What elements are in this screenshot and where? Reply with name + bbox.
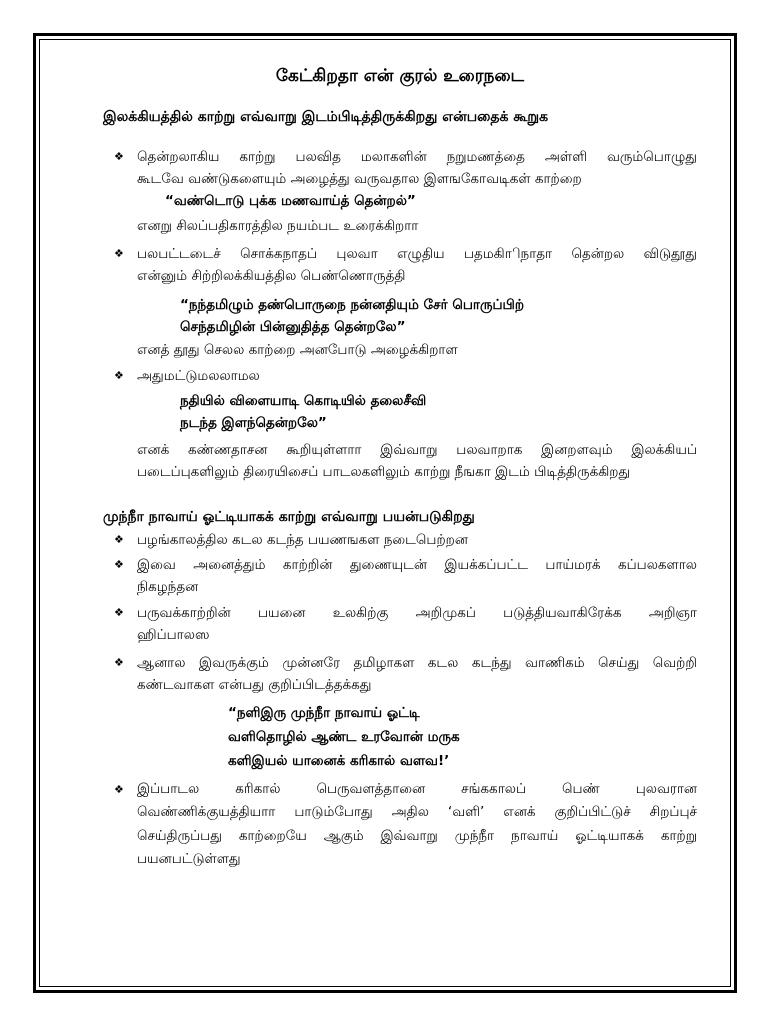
text-line: கூடவே வண்டுகளையும் அழைத்து வருவதால இளஙகோவடிகள் காற்றை bbox=[137, 171, 582, 187]
diamond-bullet-icon bbox=[114, 243, 124, 265]
text-line: பலபட்டடைச் சொக்கநாதப் புலவா எழுதிய பதமகிாிநாதா தென்றல விடுதூது bbox=[137, 246, 697, 262]
section-wind-as-navigator bbox=[103, 505, 697, 871]
text-line: வெண்ணிக்குயத்தியாா பாடும்போது அதில ‘வளி’ எனக் குறிப்பிட்டுச் சிறப்புச் bbox=[137, 804, 697, 821]
text-line: என்னும் சிற்றிலக்கியத்தில பெண்ணொருத்தி bbox=[137, 268, 406, 284]
diamond-bullet-icon bbox=[114, 652, 124, 674]
text-line: பயனபட்டுள்ளது bbox=[137, 850, 241, 867]
verse-line: நடந்த இளந்தென்றலே” bbox=[180, 415, 327, 431]
text-line: இவை அனைத்தும் காற்றின் துணையுடன் இயக்கப்பட்ட பாய்மரக் கப்பலகளால bbox=[137, 557, 697, 573]
verse-line: செந்தமிழின் பின்னுதித்த தென்றலே” bbox=[180, 319, 406, 335]
bullet-item bbox=[103, 365, 697, 483]
text-line: செய்திருப்பது காற்றையே ஆகும் இவ்வாறு முந்நீா நாவாய் ஓட்டியாகக் காற்று bbox=[137, 827, 697, 844]
text-line: பழங்காலத்தில கடல கடந்த பயணஙகள நடைபெற்றன bbox=[137, 532, 468, 548]
diamond-bullet-icon bbox=[114, 778, 124, 801]
verse-line: “நந்தமிழும் தண்பொருநை நன்னதியும் சேர் பொருப்பிற் bbox=[180, 297, 525, 313]
text-line: அதுமட்டுமலலாமல bbox=[137, 368, 260, 384]
verse-line: களிஇயல் யானைக் கரிகால் வளவ!’ bbox=[228, 753, 450, 769]
bullet-item bbox=[103, 602, 697, 646]
quoted-verse bbox=[228, 701, 697, 773]
text-line: இப்பாடல கரிகால் பெருவளத்தானை சங்ககாலப் பெண் புலவரான bbox=[137, 781, 697, 797]
bullet-item bbox=[103, 652, 697, 773]
text-line: எனக் கண்ணதாசன கூறியுள்ளாா இவ்வாறு பலவாறாக இனறளவும் இலக்கியப் bbox=[137, 442, 697, 458]
document-title: கேட்கிறதா என் குரல் உரைநடை bbox=[275, 66, 525, 86]
section-wind-in-literature bbox=[103, 105, 697, 483]
verse-line: “நளிஇரு முந்நீா நாவாய் ஓட்டி bbox=[228, 705, 420, 721]
quoted-verse bbox=[165, 190, 697, 212]
bullet-item bbox=[103, 554, 697, 598]
bullet-item bbox=[103, 146, 697, 237]
quoted-verse bbox=[180, 294, 697, 338]
diamond-bullet-icon bbox=[114, 554, 124, 576]
bullet-item bbox=[103, 243, 697, 361]
diamond-bullet-icon bbox=[114, 602, 124, 624]
text-line: தென்றலாகிய காற்று பலவித மலாகளின் நறுமணத்தை அள்ளி வரும்பொழுது bbox=[137, 149, 697, 165]
diamond-bullet-icon bbox=[114, 365, 124, 387]
diamond-bullet-icon bbox=[114, 146, 124, 168]
section-heading: இலக்கியத்தில் காற்று எவ்வாறு இடம்பிடித்திருக்கிறது என்பதைக் கூறுக bbox=[103, 109, 549, 125]
text-line: பருவக்காற்றின் பயனை உலகிற்கு அறிமுகப் படுத்தியவாகிரேக்க அறிஞா bbox=[137, 605, 697, 621]
verse-line: நதியில் விளையாடி கொடியில் தலைசீவி bbox=[180, 393, 427, 409]
document-content bbox=[103, 64, 697, 871]
section-heading: முந்நீா நாவாய் ஓட்டியாகக் காற்று எவ்வாறு பயன்படுகிறது bbox=[103, 509, 475, 525]
text-line: படைப்புகளிலும் திரையிசைப் பாடலகளிலும் காற்று நீஙகா இடம் பிடித்திருக்கிறது bbox=[137, 464, 631, 480]
text-line: எனறு சிலப்பதிகாரத்தில நயம்பட உரைக்கிறாா bbox=[137, 218, 419, 234]
text-line: ஆனால இவருக்கும் முன்னரே தமிழாகள கடல கடந்து வாணிகம் செய்து வெற்றி bbox=[137, 655, 697, 671]
diamond-bullet-icon bbox=[114, 529, 124, 551]
quoted-verse bbox=[180, 390, 697, 434]
text-line: எனத் தூது செலல காற்றை அனபோடு அழைக்கிறாள bbox=[137, 342, 458, 358]
bullet-item bbox=[103, 778, 697, 871]
verse-line: வளிதொழில் ஆண்ட உரவோன் மருக bbox=[228, 729, 460, 745]
text-line: ஹிப்பாலஸ bbox=[137, 627, 210, 643]
bullet-item bbox=[103, 529, 697, 551]
text-line: கண்டவாகள என்பது குறிப்பிடத்தக்கது bbox=[137, 677, 372, 693]
verse-line: “வண்டொடு புக்க மணவாய்த் தென்றல்” bbox=[165, 193, 416, 209]
text-line: நிகழந்தன bbox=[137, 579, 199, 595]
